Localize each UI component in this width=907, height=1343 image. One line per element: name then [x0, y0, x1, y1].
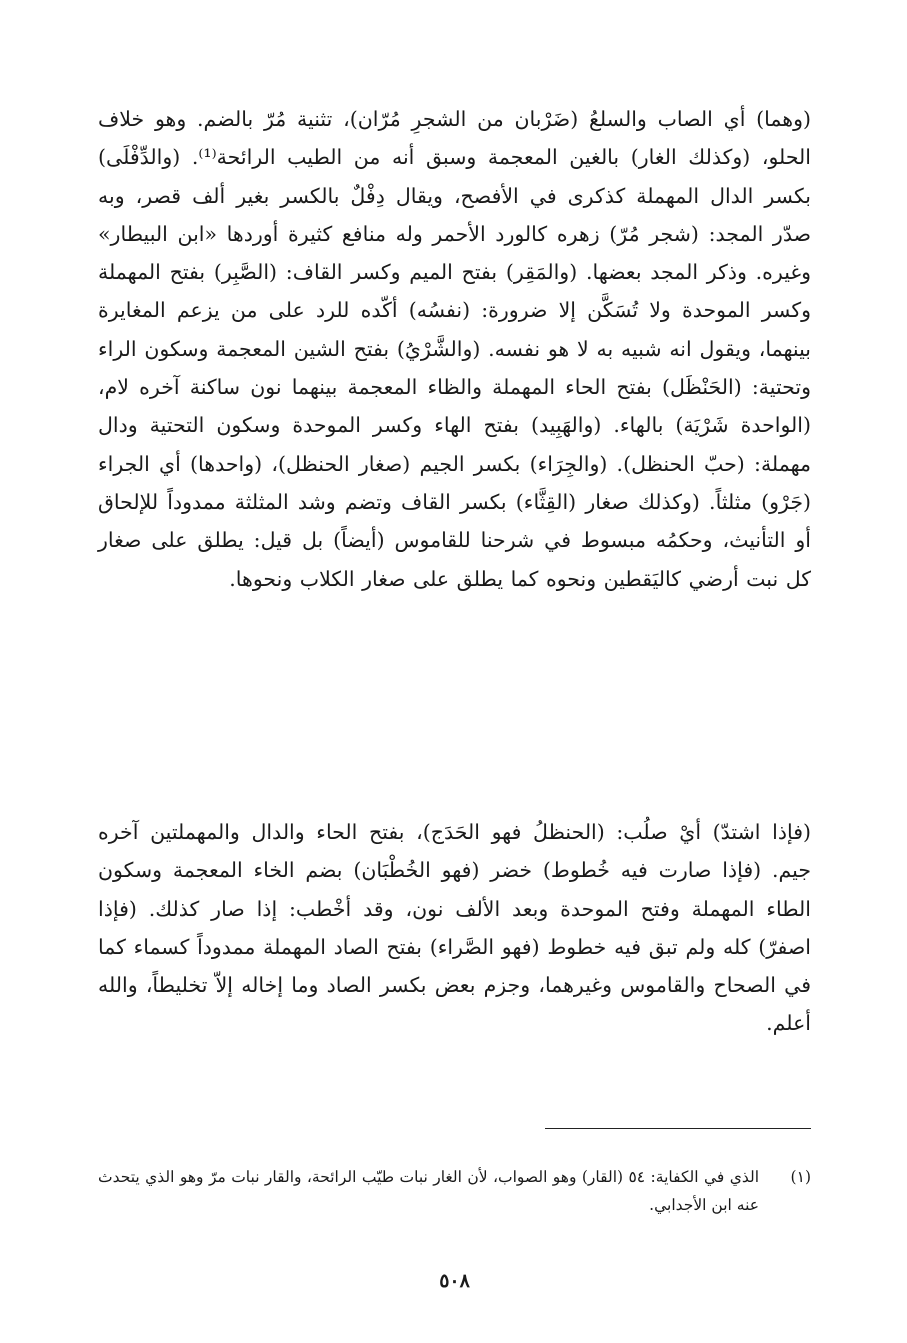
- page-number: ٥٠٨: [439, 1270, 470, 1292]
- body-paragraph-2: (فإذا اشتدّ) أيْ صلُب: (الحنظلُ فهو الحَدَج)، بفتح الحاء والدال والمهملتين آخره جيم. (فإذا صارت فيه خُطوط) خضر (فهو الخُطْبَان) بضم الخاء المعجمة وسكون الطاء المهملة وفتح الموحدة وبعد الألف نون، وقد أخْطب: إذا صار كذلك. (فإذا اصفرّ) كله ولم تبق فيه خطوط (فهو الصَّراء) بفتح الصاد المهملة ممدوداً كسماء كما في الصحاح والقاموس وغيرهما، وجزم بعض بكسر الصاد وما إخاله إلاّ تخليطاً، والله أعلم.: [98, 820, 811, 1036]
- body-paragraph-1: (وهما) أي الصاب والسلعُ (ضَرْبان من الشجرِ مُرّان)، تثنية مُرّ بالضم. وهو خلاف الحلو، (وكذلك الغار) بالغين المعجمة وسبق أنه من الطيب الرائحة⁽¹⁾. (والدِّفْلَى) بكسر الدال المهملة كذكرى في الأفصح، ويقال دِفْلٌ بالكسر بغير ألف قصر، وبه صدّر المجد: (شجر مُرّ) زهره كالورد الأحمر وله منافع كثيرة أوردها «ابن البيطار» وغيره. وذكر المجد بعضها. (والمَقِر) بفتح الميم وكسر القاف: (الصَّبِر) بفتح المهملة وكسر الموحدة ولا تُسَكَّن إلا ضرورة: (نفسُه) أكّده للرد على من يزعم المغايرة بينهما، ويقول انه شبيه به لا هو نفسه. (والشَّرْيُ) بفتح الشين المعجمة وسكون الراء وتحتية: (الحَنْظَل) بفتح الحاء المهملة والظاء المعجمة بينهما نون ساكنة آخره لام، (الواحدة شَرْيَة) بالهاء. (والهَبِيد) بفتح الهاء وكسر الموحدة وسكون التحتية ودال مهملة: (حبّ الحنظل). (والجِرَاء) بكسر الجيم (صغار الحنظل)، (واحدها) أي الجراء (جَرْو) مثلثاً. (وكذلك صغار (القِثَّاء) بكسر القاف وتضم وشد المثلثة ممدوداً للإلحاق أو التأنيث، وحكمُه مبسوط في شرحنا للقاموس (أيضاً) بل قيل: يطلق على صغار كل نبت أرضي كاليَقطين ونحوه كما يطلق على صغار الكلاب ونحوها.: [98, 107, 811, 591]
- footnote-separator: [545, 1128, 811, 1129]
- book-page: [98, 0, 811, 1343]
- footnote-text: الذي في الكفاية: ٥٤ (القار) وهو الصواب، لأن الغار نبات طيّب الرائحة، والقار نبات مرّ وهو الذي يتحدث عنه ابن الأجدابي.: [98, 1168, 759, 1214]
- footnote-number: (١): [790, 1168, 811, 1186]
- footnote: [98, 1163, 811, 1219]
